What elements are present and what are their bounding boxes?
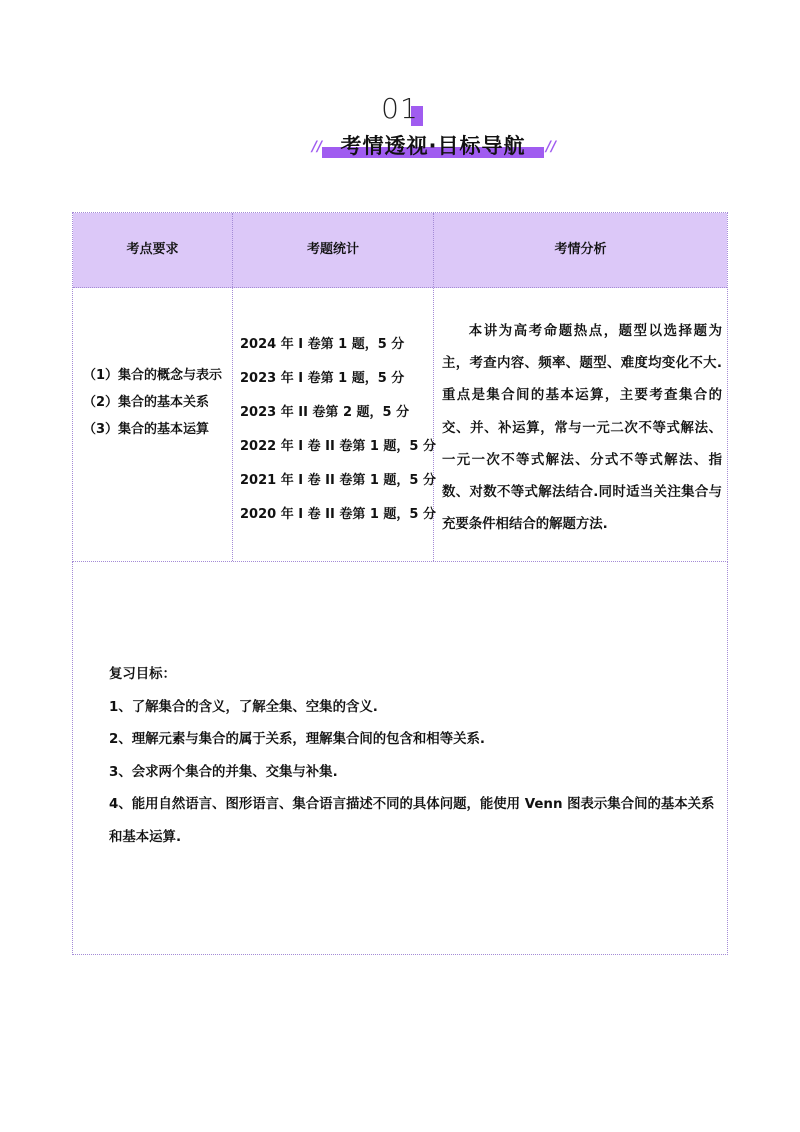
header-analysis: 考情分析 <box>554 242 607 257</box>
exam-stat-item: 2023 年 I 卷第 1 题，5 分 <box>240 371 405 386</box>
header-exam-stats: 考题统计 <box>306 242 359 257</box>
exam-stat-item: 2020 年 I 卷 II 卷第 1 题，5 分 <box>240 507 436 522</box>
column-divider <box>232 213 233 561</box>
exam-point-item: （3）集合的基本运算 <box>83 422 210 437</box>
exam-stat-item: 2021 年 I 卷 II 卷第 1 题，5 分 <box>240 473 436 488</box>
review-goal-item: 2、理解元素与集合的属于关系，理解集合间的包含和相等关系. <box>109 732 485 747</box>
exam-stat-item: 2022 年 I 卷 II 卷第 1 题，5 分 <box>240 439 436 454</box>
review-goals-title: 复习目标： <box>109 667 176 682</box>
header-exam-points: 考点要求 <box>126 242 179 257</box>
review-goals-content <box>109 659 721 854</box>
exam-stat-item: 2023 年 II 卷第 2 题，5 分 <box>240 405 410 420</box>
review-goals-box <box>72 562 728 955</box>
title-deco-left: // <box>311 139 323 155</box>
exam-stat-item: 2024 年 I 卷第 1 题，5 分 <box>240 337 405 352</box>
section-number-block <box>0 92 800 132</box>
section-number: 01 <box>381 92 419 125</box>
exam-stats-cell <box>240 288 436 561</box>
exam-points-cell <box>83 288 225 561</box>
exam-point-item: （2）集合的基本关系 <box>83 395 210 410</box>
review-goal-item: 3、会求两个集合的并集、交集与补集. <box>109 764 338 780</box>
analysis-cell: 本讲为高考命题热点，题型以选择题为主，考查内容、频率、题型、难度均变化不大.重点是集合间的基本运算，主要考查集合的交、并、补运算，常与一元二次不等式解法、一元一次不等式解法、分式不等式解法、指数、对数不等式解法结合.同时适当关注集合与充要条件相结合的解题方法. <box>442 324 722 533</box>
section-title-block <box>308 130 558 162</box>
title-deco-right: // <box>545 139 557 155</box>
review-goal-item: 4、能用自然语言、图形语言、集合语言描述不同的具体问题，能使用 Venn 图表示集合间的基本关系和基本运算. <box>109 797 715 845</box>
review-goal-item: 1、了解集合的含义，了解全集、空集的含义. <box>109 699 378 715</box>
exam-info-table <box>72 212 728 562</box>
table-header-row <box>73 213 727 288</box>
exam-point-item: （1）集合的概念与表示 <box>83 368 223 383</box>
section-title: 考情透视·目标导航 <box>340 134 526 158</box>
